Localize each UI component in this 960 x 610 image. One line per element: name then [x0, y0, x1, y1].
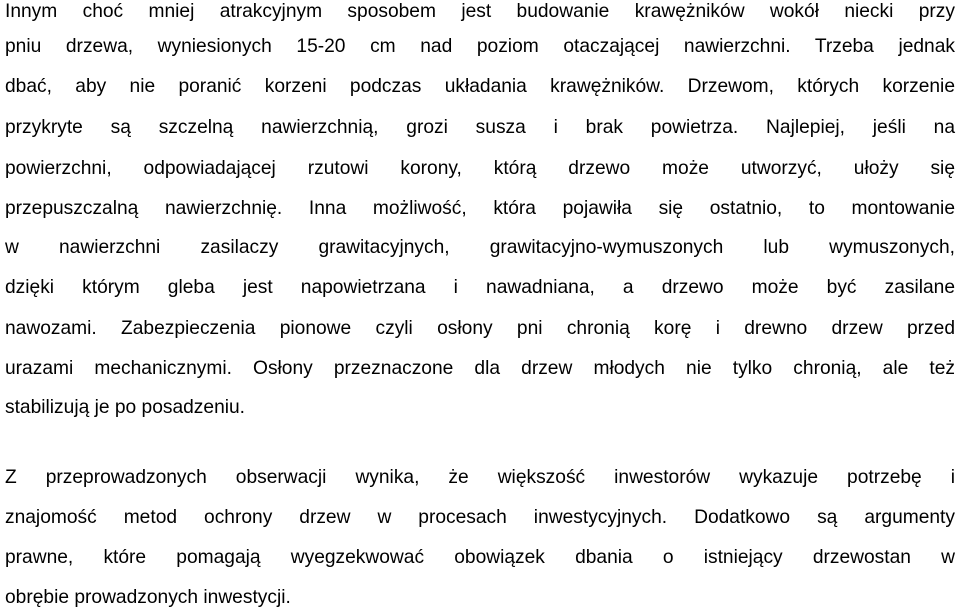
paragraph-line: prawne, które pomagają wyegzekwować obowiązek dbania o istniejący drzewostan w — [5, 547, 955, 568]
paragraph-line: przykryte są szczelną nawierzchnią, grozi susza i brak powietrza. Najlepiej, jeśli na — [5, 117, 955, 138]
paragraph-line: stabilizują je po posadzeniu. — [5, 397, 246, 418]
paragraph-line: znajomość metod ochrony drzew w procesach inwestycyjnych. Dodatkowo są argumenty — [5, 507, 955, 528]
paragraph-line: w nawierzchni zasilaczy grawitacyjnych, grawitacyjno-wymuszonych lub wymuszonych, — [5, 237, 955, 258]
paragraph-line: nawozami. Zabezpieczenia pionowe czyli osłony pni chronią korę i drewno drzew przed — [5, 318, 955, 339]
paragraph-line: urazami mechanicznymi. Osłony przeznaczone dla drzew młodych nie tylko chronią, ale też — [5, 358, 955, 379]
paragraph-line: powierzchni, odpowiadającej rzutowi korony, którą drzewo może utworzyć, ułoży się — [5, 158, 955, 179]
paragraph-line: przepuszczalną nawierzchnię. Inna możliwość, która pojawiła się ostatnio, to montowanie — [5, 198, 955, 219]
paragraph-line: pniu drzewa, wyniesionych 15-20 cm nad poziom otaczającej nawierzchni. Trzeba jednak — [5, 36, 955, 57]
paragraph-line: Innym choć mniej atrakcyjnym sposobem jest budowanie krawężników wokół niecki przy — [5, 1, 955, 22]
paragraph-line: dbać, aby nie poranić korzeni podczas układania krawężników. Drzewom, których korzenie — [5, 76, 955, 97]
paragraph-line: obrębie prowadzonych inwestycji. — [5, 587, 291, 608]
paragraph-line: Z przeprowadzonych obserwacji wynika, że większość inwestorów wykazuje potrzebę i — [5, 467, 955, 488]
paragraph-line: dzięki którym gleba jest napowietrzana i nawadniana, a drzewo może być zasilane — [5, 277, 955, 298]
document-page — [5, 0, 955, 609]
